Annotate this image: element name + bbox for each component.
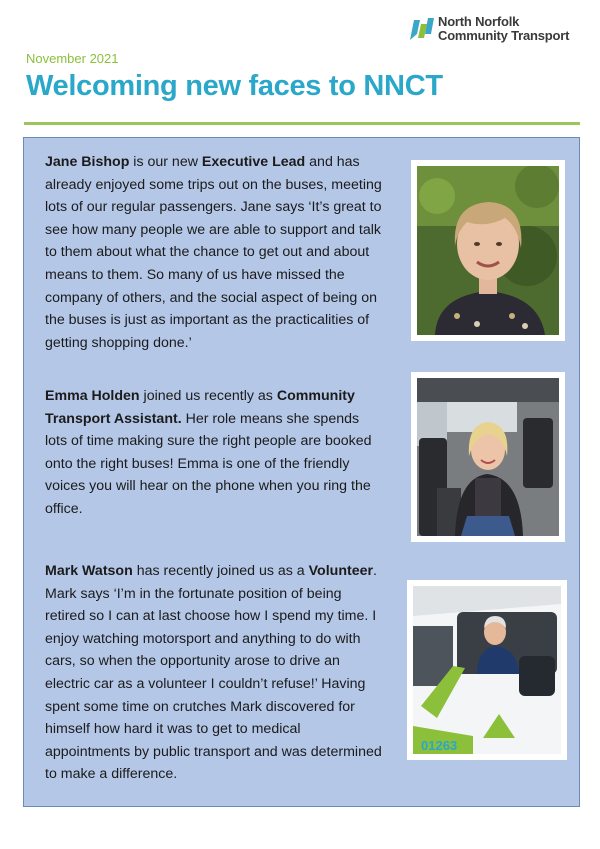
person-name: Jane Bishop: [45, 154, 130, 170]
svg-text:01263: 01263: [421, 738, 458, 753]
photo-jane-bishop: [411, 160, 565, 341]
logo-line-1: North Norfolk: [438, 14, 520, 29]
page-title: Welcoming new faces to NNCT: [26, 70, 443, 102]
issue-date: November 2021: [26, 51, 119, 66]
article-text: and has already enjoyed some trips out on the buses, meeting lots of our regular passengers. Jane says ‘It’s great to see how many people we are able to support and talk to them about what the chance to get out and about means to them. So many of us have missed the company of others, and the social aspect of being on the buses is just as important as the practicalities of getting shopping done.’: [45, 154, 382, 351]
photo-emma-holden: [411, 372, 565, 542]
article-text: . Mark says ‘I’m in the fortunate position of being retired so I can at last choose how I spend my time. I enjoy watching motorsport and anything to do with cars, so when the opportunity arose to drive an electric car as a volunteer I couldn’t refuse!’ Having spent some time on crutches Mark discovered for himself how hard it was to get to medical appointments by public transport and was determined to make a difference.: [45, 563, 382, 783]
person-role: Executive Lead: [201, 154, 306, 170]
article-mark-watson: [45, 560, 385, 786]
bus-interior-photo-icon: [417, 378, 559, 536]
article-text: Her role means she spends lots of time making sure the right people are booked onto the right buses! Emma is one of the friendly voices you will hear on the phone when you ring the office.: [45, 410, 372, 517]
article-emma-holden: [45, 385, 385, 521]
person-role: Volunteer: [308, 563, 374, 579]
photo-mark-watson: [407, 580, 567, 760]
content-panel: [23, 137, 580, 807]
logo-text: [438, 15, 569, 43]
article-text: has recently joined us as a: [132, 563, 309, 579]
article-text: is our new: [129, 154, 202, 170]
article-jane-bishop: [45, 151, 385, 354]
person-name: Mark Watson: [45, 563, 133, 579]
nnct-logo: [408, 14, 588, 46]
person-role: Community Transport Assistant.: [45, 388, 355, 427]
title-divider: [24, 122, 580, 125]
person-name: Emma Holden: [45, 388, 140, 404]
portrait-photo-icon: [417, 166, 559, 335]
nnct-logo-mark-icon: [408, 16, 434, 42]
electric-car-photo-icon: [413, 586, 561, 754]
logo-line-2: Community Transport: [438, 28, 570, 43]
article-text: joined us recently as: [139, 388, 277, 404]
